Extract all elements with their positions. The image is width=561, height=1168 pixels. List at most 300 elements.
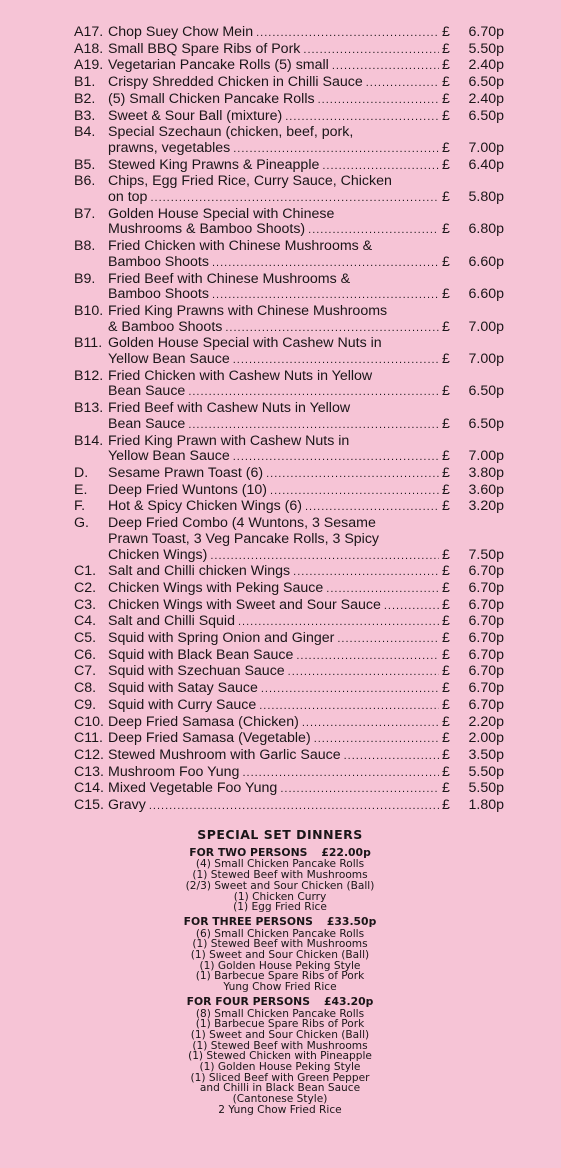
- menu-item-line: [74, 42, 504, 59]
- price-value: 3.50p: [468, 746, 504, 763]
- menu-item-line: [74, 384, 504, 401]
- menu-item: [74, 369, 504, 401]
- item-code: A18.: [74, 40, 104, 57]
- menu-item: [74, 765, 504, 782]
- dot-leader: [261, 682, 439, 698]
- menu-item-line: [74, 369, 504, 385]
- item-code: B11.: [74, 335, 103, 352]
- menu-item-line: [74, 781, 504, 798]
- price-value: 6.70p: [468, 613, 504, 630]
- dot-leader: [266, 467, 439, 483]
- set-dinner-dish: (1) Sliced Beef with Green Pepper: [190, 1071, 370, 1084]
- menu-item-line: [74, 174, 504, 190]
- currency-symbol: £: [442, 546, 450, 563]
- set-dinner-groups: [130, 845, 430, 1116]
- price-value: 6.70p: [468, 646, 504, 663]
- set-dinner-dish: (1) Stewed Beef with Mushrooms: [192, 869, 368, 882]
- item-code: C8.: [74, 680, 97, 697]
- item-name: Deep Fried Samasa (Chicken): [108, 713, 299, 730]
- currency-symbol: £: [442, 253, 450, 270]
- item-price: [442, 564, 504, 580]
- menu-item: [74, 336, 504, 368]
- price-value: 3.80p: [468, 464, 504, 481]
- menu-item-line: [74, 466, 504, 483]
- price-value: 6.50p: [468, 74, 504, 91]
- item-price: [442, 141, 504, 157]
- item-name: Stewed King Prawns & Pineapple: [108, 156, 320, 173]
- menu-item-line: [74, 417, 504, 434]
- menu-item: [74, 174, 504, 206]
- dot-leader: [344, 749, 439, 765]
- item-name: Fried King Prawn with Cashew Nuts in: [108, 432, 350, 449]
- price-value: 1.80p: [468, 797, 504, 814]
- dot-leader: [242, 766, 439, 782]
- currency-symbol: £: [442, 74, 450, 91]
- item-price: [442, 698, 504, 714]
- price-value: 7.00p: [468, 351, 504, 368]
- price-value: 6.80p: [468, 221, 504, 238]
- dot-leader: [233, 353, 439, 369]
- item-name: Chicken Wings): [108, 546, 208, 563]
- menu-item-line: [74, 516, 504, 532]
- set-dinner-heading: [130, 914, 430, 928]
- item-price: [442, 384, 504, 400]
- price-value: 5.50p: [468, 763, 504, 780]
- menu-item: [74, 75, 504, 92]
- currency-symbol: £: [442, 156, 450, 173]
- price-value: 6.40p: [468, 156, 504, 173]
- item-name: Fried King Prawns with Chinese Mushrooms: [108, 302, 388, 319]
- currency-symbol: £: [442, 221, 450, 238]
- currency-symbol: £: [442, 40, 450, 57]
- item-price: [442, 664, 504, 680]
- item-price: [442, 42, 504, 58]
- item-name: Hot & Spicy Chicken Wings (6): [108, 498, 302, 515]
- set-dinner-price: £33.50p: [326, 914, 377, 928]
- currency-symbol: £: [442, 780, 450, 797]
- item-code: B7.: [74, 205, 96, 222]
- menu-item-line: [74, 401, 504, 417]
- item-name: Small BBQ Spare Ribs of Pork: [108, 40, 301, 57]
- menu-item-line: [74, 765, 504, 782]
- dot-leader: [233, 142, 439, 158]
- menu-item: [74, 58, 504, 75]
- menu-item: [74, 92, 504, 109]
- dot-leader: [285, 110, 439, 126]
- item-code: B13.: [74, 400, 104, 417]
- price-value: 3.20p: [468, 498, 504, 515]
- item-price: [442, 449, 504, 465]
- menu-item-line: [74, 598, 504, 615]
- currency-symbol: £: [442, 646, 450, 663]
- set-dinner-persons: FOR THREE PERSONS: [183, 914, 313, 928]
- menu-item: [74, 748, 504, 765]
- item-code: C11.: [74, 730, 103, 747]
- dot-leader: [256, 26, 439, 42]
- item-name: Mushroom Foo Yung: [108, 763, 240, 780]
- item-code: C6.: [74, 646, 97, 663]
- price-value: 6.70p: [468, 579, 504, 596]
- currency-symbol: £: [442, 746, 450, 763]
- currency-symbol: £: [442, 107, 450, 124]
- menu-item: [74, 581, 504, 598]
- item-name: Squid with Curry Sauce: [108, 696, 257, 713]
- set-dinner-dish: (1) Golden House Peking Style: [199, 1061, 361, 1074]
- price-value: 6.50p: [468, 107, 504, 124]
- item-code: C13.: [74, 763, 104, 780]
- currency-symbol: £: [442, 498, 450, 515]
- menu-item-line: [74, 698, 504, 715]
- set-dinners-title: SPECIAL SET DINNERS: [197, 827, 363, 842]
- menu-item-line: [74, 109, 504, 126]
- menu-item-line: [74, 287, 504, 304]
- item-code: E.: [74, 481, 88, 498]
- menu-item-line: [74, 731, 504, 748]
- menu-item: [74, 731, 504, 748]
- menu-item: [74, 25, 504, 42]
- currency-symbol: £: [442, 286, 450, 303]
- currency-symbol: £: [442, 189, 450, 206]
- item-price: [442, 158, 504, 174]
- set-dinner-group: [130, 994, 430, 1116]
- item-price: [442, 748, 504, 764]
- set-dinner-dish: (1) Chicken Curry: [233, 890, 327, 903]
- price-value: 5.50p: [468, 40, 504, 57]
- menu-item-line: [74, 581, 504, 598]
- menu-item-line: [74, 320, 504, 337]
- item-name: prawns, vegetables: [108, 139, 231, 156]
- menu-item-line: [74, 304, 504, 320]
- menu-item: [74, 681, 504, 698]
- item-code: B10.: [74, 302, 104, 319]
- price-value: 2.40p: [468, 90, 504, 107]
- set-dinner-dish: (2/3) Sweet and Sour Chicken (Ball): [185, 879, 375, 892]
- dot-leader: [303, 43, 439, 59]
- item-name: Chips, Egg Fried Rice, Curry Sauce, Chicken: [108, 173, 392, 190]
- dot-leader: [210, 549, 439, 565]
- item-name: Fried Beef with Cashew Nuts in Yellow: [108, 400, 351, 417]
- set-dinner-price: £43.20p: [323, 994, 374, 1008]
- currency-symbol: £: [442, 579, 450, 596]
- currency-symbol: £: [442, 663, 450, 680]
- item-name: Prawn Toast, 3 Veg Pancake Rolls, 3 Spicy: [108, 530, 380, 547]
- item-name: (5) Small Chicken Pancake Rolls: [108, 90, 315, 107]
- menu-item: [74, 304, 504, 336]
- dot-leader: [384, 599, 439, 615]
- item-price: [442, 287, 504, 303]
- price-value: 6.60p: [468, 286, 504, 303]
- item-price: [442, 499, 504, 515]
- set-dinner-dish: (1) Barbecue Spare Ribs of Pork: [195, 970, 365, 983]
- item-name: Chicken Wings with Sweet and Sour Sauce: [108, 596, 381, 613]
- menu-item-line: [74, 158, 504, 175]
- price-value: 2.40p: [468, 57, 504, 74]
- menu-item: [74, 564, 504, 581]
- currency-symbol: £: [442, 763, 450, 780]
- item-name: Mixed Vegetable Foo Yung: [108, 780, 278, 797]
- price-value: 5.50p: [468, 780, 504, 797]
- dot-leader: [326, 582, 439, 598]
- item-code: B4.: [74, 124, 96, 141]
- menu-item: [74, 109, 504, 126]
- dot-leader: [288, 665, 439, 681]
- price-value: 6.70p: [468, 630, 504, 647]
- set-dinner-price: £22.00p: [321, 845, 371, 859]
- item-name: Bean Sauce: [108, 383, 186, 400]
- item-price: [442, 598, 504, 614]
- menu-item-line: [74, 255, 504, 272]
- price-value: 7.00p: [468, 318, 504, 335]
- menu-item: [74, 401, 504, 433]
- item-name: Bamboo Shoots: [108, 286, 209, 303]
- item-name: Bean Sauce: [108, 415, 186, 432]
- item-name: Sweet & Sour Ball (mixture): [108, 107, 283, 124]
- set-dinner-persons: FOR FOUR PERSONS: [186, 994, 310, 1008]
- menu-item-line: [74, 336, 504, 352]
- menu-item-line: [74, 483, 504, 500]
- item-code: C10.: [74, 713, 104, 730]
- menu-item-line: [74, 190, 504, 207]
- menu-item-line: [74, 631, 504, 648]
- menu-item: [74, 272, 504, 304]
- menu-item-line: [74, 798, 504, 815]
- menu-item: [74, 239, 504, 271]
- item-code: C7.: [74, 663, 97, 680]
- set-dinner-dish: (6) Small Chicken Pancake Rolls: [195, 927, 365, 940]
- item-code: B6.: [74, 173, 96, 190]
- currency-symbol: £: [442, 57, 450, 74]
- set-dinner-dish: (1) Golden House Peking Style: [199, 959, 361, 972]
- item-price: [442, 58, 504, 74]
- item-price: [442, 614, 504, 630]
- dot-leader: [302, 716, 439, 732]
- item-code: A19.: [74, 57, 104, 74]
- dot-leader: [259, 699, 439, 715]
- item-code: F.: [74, 498, 86, 515]
- price-value: 2.00p: [468, 730, 504, 747]
- currency-symbol: £: [442, 797, 450, 814]
- currency-symbol: £: [442, 139, 450, 156]
- currency-symbol: £: [442, 563, 450, 580]
- menu-item: [74, 516, 504, 564]
- item-code: B1.: [74, 74, 96, 91]
- item-name: Chicken Wings with Peking Sauce: [108, 579, 324, 596]
- menu-item: [74, 125, 504, 157]
- menu-item-line: [74, 532, 504, 548]
- set-dinner-group: [130, 845, 430, 914]
- set-dinner-group: [130, 914, 430, 994]
- item-price: [442, 765, 504, 781]
- menu-item-line: [74, 141, 504, 158]
- item-code: B5.: [74, 156, 96, 173]
- item-price: [442, 109, 504, 125]
- currency-symbol: £: [442, 481, 450, 498]
- item-price: [442, 681, 504, 697]
- menu-item: [74, 648, 504, 665]
- item-name: Deep Fried Combo (4 Wuntons, 3 Sesame: [108, 515, 376, 532]
- item-name: Stewed Mushroom with Garlic Sauce: [108, 746, 341, 763]
- menu-item-line: [74, 715, 504, 732]
- menu-item-line: [74, 681, 504, 698]
- currency-symbol: £: [442, 383, 450, 400]
- item-name: Sesame Prawn Toast (6): [108, 464, 264, 481]
- currency-symbol: £: [442, 318, 450, 335]
- menu-list: [74, 25, 504, 815]
- menu-item-line: [74, 75, 504, 92]
- menu-item-line: [74, 648, 504, 665]
- item-code: B14.: [74, 432, 104, 449]
- item-code: C4.: [74, 613, 97, 630]
- price-value: 6.70p: [468, 596, 504, 613]
- currency-symbol: £: [442, 464, 450, 481]
- item-name: Deep Fried Wuntons (10): [108, 481, 268, 498]
- dot-leader: [308, 223, 439, 239]
- item-code: B12.: [74, 367, 104, 384]
- menu-item-line: [74, 449, 504, 466]
- item-price: [442, 75, 504, 91]
- currency-symbol: £: [442, 448, 450, 465]
- item-name: & Bamboo Shoots: [108, 318, 223, 335]
- currency-symbol: £: [442, 630, 450, 647]
- set-dinner-dish: 2 Yung Chow Fried Rice: [218, 1103, 342, 1116]
- set-dinner-dish: (Cantonese Style): [232, 1093, 328, 1106]
- price-value: 3.60p: [468, 481, 504, 498]
- dot-leader: [238, 615, 439, 631]
- menu-item-line: [74, 564, 504, 581]
- item-name: Chop Suey Chow Mein: [108, 24, 254, 40]
- currency-symbol: £: [442, 90, 450, 107]
- set-dinner-dish: Yung Chow Fried Rice: [223, 981, 337, 994]
- item-name: Yellow Bean Sauce: [108, 448, 230, 465]
- item-price: [442, 417, 504, 433]
- dot-leader: [314, 732, 439, 748]
- special-set-dinners: [130, 827, 430, 1116]
- menu-item-line: [74, 25, 504, 42]
- item-price: [442, 255, 504, 271]
- item-name: Squid with Spring Onion and Ginger: [108, 630, 335, 647]
- dot-leader: [270, 484, 439, 500]
- dot-leader: [225, 321, 439, 337]
- menu-item: [74, 499, 504, 516]
- item-price: [442, 731, 504, 747]
- item-name: Golden House Special with Cashew Nuts in: [108, 335, 382, 352]
- item-price: [442, 631, 504, 647]
- item-price: [442, 798, 504, 814]
- set-dinner-dish: (1) Egg Fried Rice: [233, 901, 327, 914]
- menu-item-line: [74, 614, 504, 631]
- item-code: C15.: [74, 797, 104, 814]
- item-price: [442, 352, 504, 368]
- item-price: [442, 222, 504, 238]
- menu-item: [74, 698, 504, 715]
- currency-symbol: £: [442, 680, 450, 697]
- item-name: Fried Chicken with Cashew Nuts in Yellow: [108, 367, 373, 384]
- item-price: [442, 25, 504, 41]
- menu-item: [74, 664, 504, 681]
- price-value: 6.50p: [468, 383, 504, 400]
- item-name: Golden House Special with Chinese: [108, 205, 335, 222]
- item-price: [442, 648, 504, 664]
- menu-item: [74, 715, 504, 732]
- currency-symbol: £: [442, 24, 450, 40]
- dot-leader: [366, 76, 439, 92]
- item-price: [442, 483, 504, 499]
- dot-leader: [149, 799, 439, 815]
- item-price: [442, 715, 504, 731]
- dot-leader: [188, 418, 439, 434]
- item-name: Salt and Chilli Squid: [108, 613, 235, 630]
- item-name: Squid with Satay Sauce: [108, 680, 258, 697]
- item-code: C14.: [74, 780, 104, 797]
- set-dinner-dish: (1) Sweet and Sour Chicken (Ball): [190, 949, 370, 962]
- set-dinner-dish: (1) Stewed Chicken with Pineapple: [188, 1050, 372, 1063]
- set-dinner-dish: (1) Stewed Beef with Mushrooms: [192, 1039, 368, 1052]
- price-value: 6.70p: [468, 663, 504, 680]
- price-value: 7.00p: [468, 448, 504, 465]
- menu-item: [74, 614, 504, 631]
- set-dinner-dish: and Chilli in Black Bean Sauce: [199, 1082, 361, 1095]
- set-dinner-persons: FOR TWO PERSONS: [189, 845, 308, 859]
- dot-leader: [332, 59, 439, 75]
- item-code: C3.: [74, 596, 97, 613]
- item-code: D.: [74, 464, 89, 481]
- currency-symbol: £: [442, 730, 450, 747]
- menu-item: [74, 158, 504, 175]
- item-name: Vegetarian Pancake Rolls (5) small: [108, 57, 329, 74]
- menu-item-line: [74, 207, 504, 223]
- item-code: B3.: [74, 107, 96, 124]
- currency-symbol: £: [442, 415, 450, 432]
- item-price: [442, 466, 504, 482]
- set-dinner-dish: (1) Stewed Beef with Mushrooms: [192, 938, 368, 951]
- dot-leader: [322, 159, 439, 175]
- price-value: 6.50p: [468, 415, 504, 432]
- currency-symbol: £: [442, 613, 450, 630]
- price-value: 5.80p: [468, 189, 504, 206]
- item-name: Crispy Shredded Chicken in Chilli Sauce: [108, 74, 363, 91]
- item-price: [442, 781, 504, 797]
- menu-item-line: [74, 125, 504, 141]
- item-name: Bamboo Shoots: [108, 253, 209, 270]
- menu-item-line: [74, 548, 504, 565]
- dot-leader: [318, 93, 439, 109]
- menu-item-line: [74, 499, 504, 516]
- item-name: Gravy: [108, 797, 146, 814]
- dot-leader: [150, 191, 439, 207]
- item-code: C12.: [74, 746, 104, 763]
- set-dinner-dish: (1) Sweet and Sour Chicken (Ball): [190, 1028, 370, 1041]
- item-name: Squid with Black Bean Sauce: [108, 646, 294, 663]
- menu-item: [74, 207, 504, 239]
- item-code: C2.: [74, 579, 97, 596]
- currency-symbol: £: [442, 713, 450, 730]
- dot-leader: [305, 500, 439, 516]
- price-value: 6.70p: [468, 680, 504, 697]
- item-name: Deep Fried Samasa (Vegetable): [108, 730, 311, 747]
- menu-item-line: [74, 434, 504, 450]
- menu-item-line: [74, 92, 504, 109]
- item-name: Fried Chicken with Chinese Mushrooms &: [108, 238, 373, 255]
- item-name: Fried Beef with Chinese Mushrooms &: [108, 270, 351, 287]
- set-dinner-dish: (4) Small Chicken Pancake Rolls: [195, 858, 365, 871]
- item-name: on top: [108, 189, 148, 206]
- menu-item: [74, 798, 504, 815]
- item-code: C1.: [74, 563, 97, 580]
- menu-item: [74, 781, 504, 798]
- item-name: Special Szechaun (chicken, beef, pork,: [108, 124, 354, 141]
- item-code: B9.: [74, 270, 96, 287]
- menu-item: [74, 42, 504, 59]
